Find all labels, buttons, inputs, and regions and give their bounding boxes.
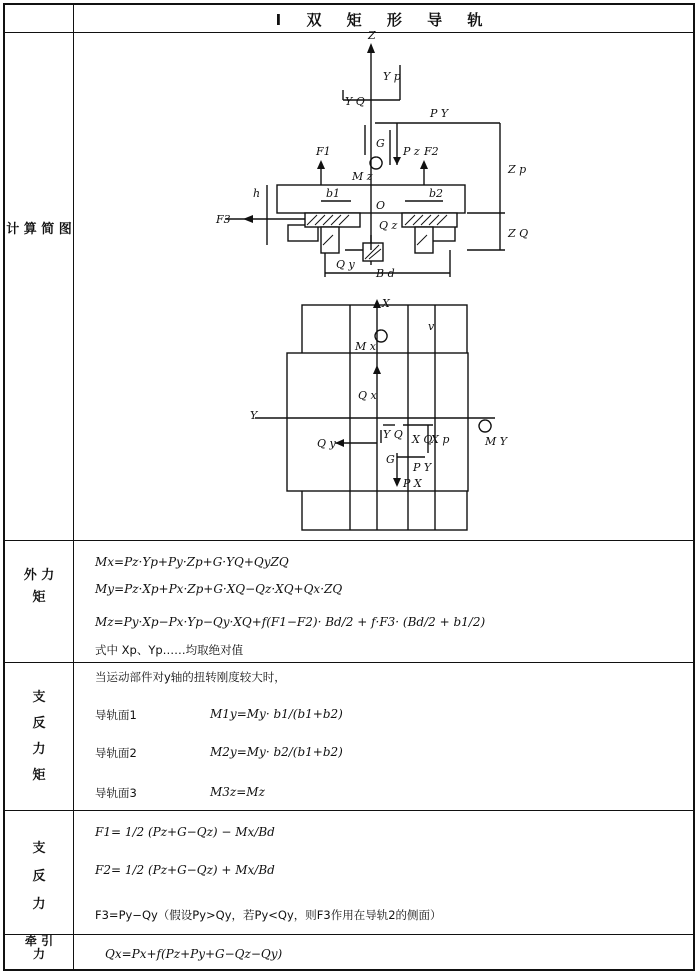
label-py: P Y (413, 461, 432, 474)
calculation-diagram (5, 5, 695, 540)
row-label-support-moment: 支 反 力 矩 (32, 690, 46, 783)
label-o: O (376, 199, 386, 212)
label-qx: Q x (358, 389, 377, 402)
formula-table (3, 3, 695, 971)
label-f1: F1 (316, 145, 331, 158)
label-b1: b1 (326, 187, 341, 200)
label-bd: B d (376, 267, 395, 280)
formula-f3: F3=Py−Qy（假设Py>Qy，若Py<Qy，则F3作用在导轨2的侧面） (95, 908, 442, 922)
rail-face-2-label: 导轨面2 (95, 746, 137, 760)
label-f2: F2 (424, 145, 439, 158)
row-label-traction: 牵 引 力 (24, 934, 54, 961)
label-qy: Q y (317, 437, 336, 450)
formula-m1y: M1y=My· b1/(b1+b2) (210, 707, 343, 721)
row-label-diagram: 计 算 简 图 (6, 222, 72, 237)
label-g: G (376, 137, 385, 150)
label-qz: Q z (379, 219, 398, 232)
formula-f2: F2= 1/2 (Pz+G−Qz) + Mx/Bd (95, 863, 275, 877)
formula-qx: Qx=Px+f(Pz+Py+G−Qz−Qy) (105, 947, 283, 961)
label-yp: Y p (383, 70, 401, 83)
row-divider (5, 810, 693, 811)
label-pz: P z (403, 145, 420, 158)
label-x: X (382, 297, 390, 310)
label-b2: b2 (429, 187, 444, 200)
table-title: I 双 矩 形 导 轨 (275, 11, 493, 29)
formula-mz: Mz=Py·Xp−Px·Yp−Qy·XQ+f(F1−F2)· Bd/2 + f·F3· (Bd/2 + b1/2) (95, 615, 486, 629)
label-py-top: P Y (430, 107, 449, 120)
row-label-support-force: 支 反 力 (32, 841, 46, 912)
formula-mx: Mx=Pz·Yp+Py·Zp+G·YQ+QyZQ (95, 555, 289, 569)
formula-m2y: M2y=My· b2/(b1+b2) (210, 745, 343, 759)
support-moment-intro: 当运动部件对y轴的扭转刚度较大时， (95, 670, 286, 684)
label-xq: X Q (412, 433, 433, 446)
rail-face-1-label: 导轨面1 (95, 708, 137, 722)
label-xp: X p (431, 433, 450, 446)
moment-note: 式中 Xp、Yp……均取绝对值 (95, 643, 244, 657)
label-mx: M x (355, 340, 376, 353)
label-z: Z (368, 29, 376, 42)
label-zq: Z Q (508, 227, 529, 240)
label-f3: F3 (216, 213, 231, 226)
row-divider (5, 934, 693, 935)
rail-face-3-label: 导轨面3 (95, 786, 137, 800)
row-divider (5, 540, 693, 541)
formula-m3z: M3z=Mz (210, 785, 265, 799)
label-h: h (253, 187, 261, 200)
formula-f1: F1= 1/2 (Pz+G−Qz) − Mx/Bd (95, 825, 275, 839)
label-zp: Z p (508, 163, 527, 176)
label-qy-top: Q y (336, 258, 355, 271)
row-divider (5, 662, 693, 663)
label-my: M Y (485, 435, 508, 448)
label-yq: Y Q (345, 95, 365, 108)
label-v: v (428, 320, 435, 333)
label-mz: M z (352, 170, 373, 183)
row-label-moment: 外 力 矩 (23, 568, 55, 605)
label-yq-bottom: Y Q (383, 428, 403, 441)
label-g-bottom: G (386, 453, 395, 466)
label-px: P X (403, 477, 422, 490)
formula-my: My=Pz·Xp+Px·Zp+G·XQ−Qz·XQ+Qx·ZQ (95, 582, 343, 596)
label-y: Y (250, 409, 258, 422)
